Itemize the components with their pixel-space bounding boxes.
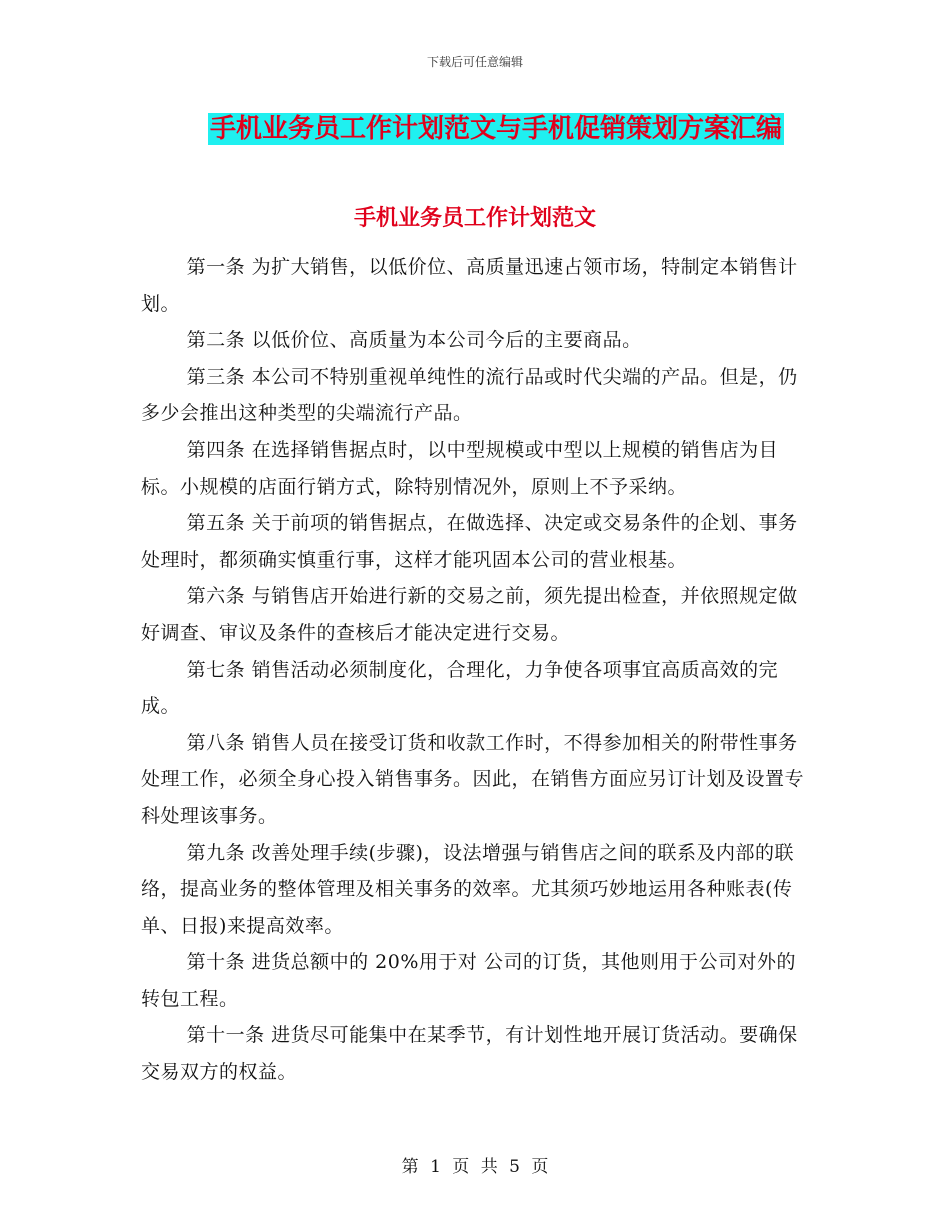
- paragraph-8: 第八条 销售人员在接受订货和收款工作时，不得参加相关的附带性事务处理工作，必须全身心投入销售事务。因此，在销售方面应另订计划及设置专科处理该事务。: [141, 731, 805, 827]
- paragraph-9: 第九条 改善处理手续(步骤)，设法增强与销售店之间的联系及内部的联络，提高业务的整体管理及相关事务的效率。尤其须巧妙地运用各种账表(传单、日报)来提高效率。: [141, 841, 794, 937]
- page-footer: 第 1 页 共 5 页: [401, 1157, 549, 1177]
- paragraph-6: 第六条 与销售店开始进行新的交易之前，须先提出检查，并依照规定做好调查、审议及条件的查核后才能决定进行交易。: [141, 585, 798, 644]
- document-body: [141, 249, 811, 1091]
- header-note: 下载后可任意编辑: [426, 55, 523, 69]
- paragraph-11: 第十一条 进货尽可能集中在某季节，有计划性地开展订货活动。要确保交易双方的权益。: [141, 1024, 798, 1084]
- paragraph-4: 第四条 在选择销售据点时，以中型规模或中型以上规模的销售店为目标。小规模的店面行销方式，除特别情况外，原则上不予采纳。: [141, 438, 779, 498]
- paragraph-5: 第五条 关于前项的销售据点，在做选择、决定或交易条件的企划、事务处理时，都须确实慎重行事，这样才能巩固本公司的营业根基。: [141, 512, 798, 571]
- paragraph-2: 第二条 以低价位、高质量为本公司今后的主要商品。: [186, 329, 642, 352]
- paragraph-10: 第十条 进货总额中的 20%用于对 公司的订货，其他则用于公司对外的转包工程。: [141, 951, 796, 1010]
- document-title: 手机业务员工作计划范文与手机促销策划方案汇编: [210, 114, 783, 144]
- section-title: 手机业务员工作计划范文: [353, 205, 596, 231]
- paragraph-1: 第一条 为扩大销售，以低价位、高质量迅速占领市场，特制定本销售计划。: [141, 256, 798, 315]
- paragraph-3: 第三条 本公司不特别重视单纯性的流行品或时代尖端的产品。但是，仍多少会推出这种类型的尖端流行产品。: [141, 365, 798, 425]
- paragraph-7: 第七条 销售活动必须制度化，合理化，力争使各项事宜高质高效的完成。: [141, 658, 779, 718]
